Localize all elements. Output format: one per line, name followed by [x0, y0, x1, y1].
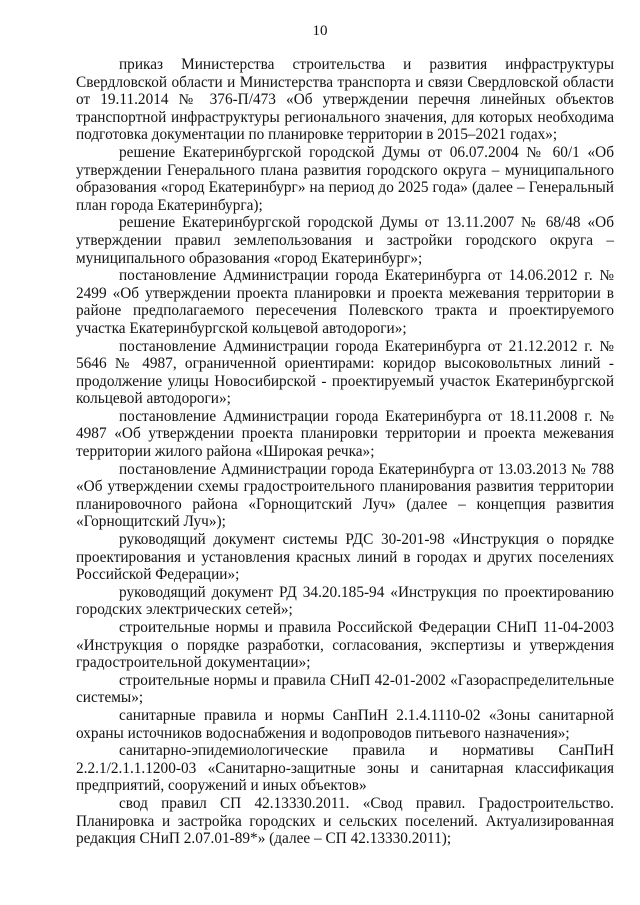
paragraph-resolution-2008-4987: постановление Администрации города Екатеринбурга от 18.11.2008 г. № 4987 «Об утверждении проекта планировки территории и проекта межевания территории жилого района «Широкая речка»; — [76, 407, 614, 461]
paragraph-resolution-2012-5646: постановление Администрации города Екатеринбурга от 21.12.2012 г. № 5646 № 4987, ограниченной ориентирами: коридор высоковольтных линий - продолжение улицы Новосибирской - проектируемый участок Екатеринбургской кольцевой автодороги»; — [76, 337, 614, 408]
paragraph-snip-42-01-2002: строительные нормы и правила СНиП 42-01-2002 «Газораспределительные системы»; — [76, 671, 614, 707]
paragraph-snip-11-04-2003: строительные нормы и правила Российской Федерации СНиП 11-04-2003 «Инструкция о порядке разработки, согласования, экспертизы и утверждения градостроительной документации»; — [76, 619, 614, 672]
paragraph-sanpin-2-1-4-1110-02: санитарные правила и нормы СанПиН 2.1.4.1110-02 «Зоны санитарной охраны источников водоснабжения и водопроводов питьевого назначения»; — [76, 706, 614, 742]
document-body — [76, 56, 614, 848]
paragraph-rds-30-201-98: руководящий документ системы РДС 30-201-98 «Инструкция о порядке проектирования и установления красных линий в городах и других поселениях Российской Федерации»; — [76, 531, 614, 584]
paragraph-order-ministry-2014: приказ Министерства строительства и развития инфраструктуры Свердловской области и Министерства транспорта и связи Свердловской области от 19.11.2014 № 376-П/473 «Об утверждении перечня линейных объектов транспортной инфраструктуры регионального значения, для которых необходима подготовка документации по планировке территории в 2015–2021 годах»; — [76, 56, 614, 144]
paragraph-decision-duma-2004: решение Екатеринбургской городской Думы от 06.07.2004 № 60/1 «Об утверждении Генерального плана развития городского округа – муниципального образования «город Екатеринбург» на период до 2025 года» (далее – Генеральный план города Екатеринбурга); — [76, 143, 614, 214]
paragraph-decision-duma-2007: решение Екатеринбургской городской Думы от 13.11.2007 № 68/48 «Об утверждении правил землепользования и застройки городского округа – муниципального образования «город Екатеринбург»; — [76, 214, 614, 267]
paragraph-resolution-2012-2499: постановление Администрации города Екатеринбурга от 14.06.2012 г. № 2499 «Об утверждении проекта планировки и проекта межевания территории в районе предполагаемого пересечения Полевского тракта и проектируемого участка Екатеринбургской кольцевой автодороги»; — [76, 267, 614, 337]
paragraph-sanpin-2-2-1: санитарно-эпидемиологические правила и нормативы СанПиН 2.2.1/2.1.1.1200-03 «Санитарно-защитные зоны и санитарная классификация предприятий, сооружений и иных объектов» — [76, 742, 614, 795]
page-number: 10 — [312, 23, 328, 39]
paragraph-rd-34-20-185-94: руководящий документ РД 34.20.185-94 «Инструкция по проектированию городских электрических сетей»; — [76, 583, 614, 619]
paragraph-resolution-2013-788: постановление Администрации города Екатеринбурга от 13.03.2013 № 788 «Об утверждении схемы градостроительного планирования развития территории планировочного района «Горнощитский Луч» (далее – концепция развития «Горнощитский Луч»); — [76, 460, 614, 531]
paragraph-sp-42-13330-2011: свод правил СП 42.13330.2011. «Свод правил. Градостроительство. Планировка и застройка городских и сельских поселений. Актуализированная редакция СНиП 2.07.01-89*» (далее – СП 42.13330.2011); — [76, 794, 614, 848]
